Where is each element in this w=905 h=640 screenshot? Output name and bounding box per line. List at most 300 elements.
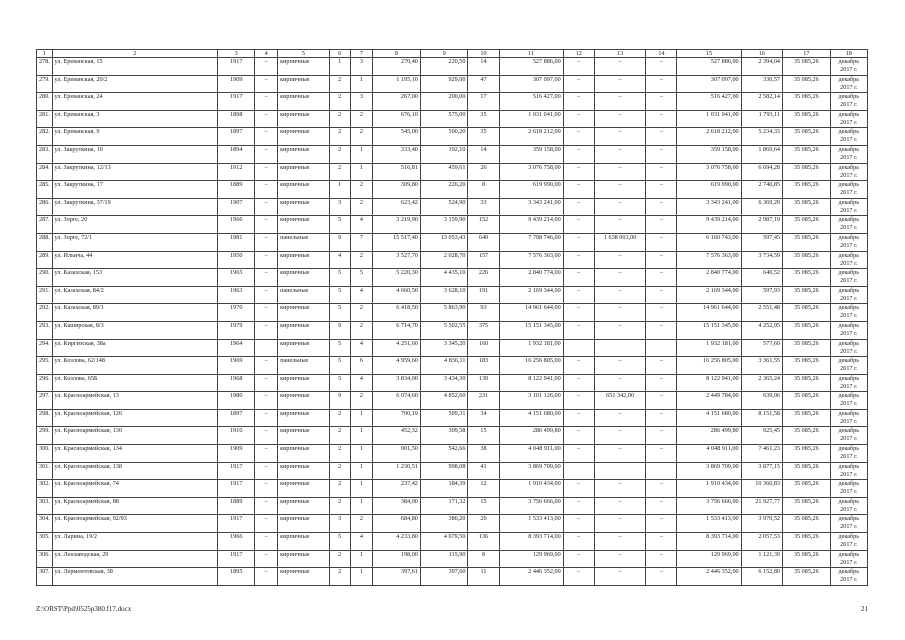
cell-year-built: 1909 <box>218 445 255 463</box>
cell-total-area: 623,42 <box>373 198 421 216</box>
cell-address: ул. Ларина, 19/2 <box>52 533 218 551</box>
cell-max-unit-cost: 35 085,26 <box>783 233 831 251</box>
cell-owner-cost: – <box>646 497 677 515</box>
cell-address: ул. Киргизская, 38а <box>52 339 218 357</box>
table-row <box>37 497 868 515</box>
cell-address: ул. Красноармейская, 134 <box>52 445 218 463</box>
cell-fund-cost: – <box>563 533 594 551</box>
cell-unit-cost: 2 582,14 <box>741 93 782 111</box>
cell-planned-completion: декабрь 2017 г. <box>830 480 867 498</box>
cell-owner-cost: – <box>646 427 677 445</box>
cell-year-built: 1917 <box>218 550 255 568</box>
column-number: 18 <box>830 50 867 58</box>
table-row <box>37 480 868 498</box>
cell-wall-material: кирпичные <box>278 515 330 533</box>
column-number: 1 <box>37 50 53 58</box>
cell-owner-cost <box>646 339 677 357</box>
cell-floors: 5 <box>329 304 350 322</box>
cell-planned-completion: декабрь 2017 г. <box>830 181 867 199</box>
cell-residents: 33 <box>468 198 499 216</box>
cell-fund-cost: – <box>563 233 594 251</box>
cell-wall-material: панельные <box>278 286 330 304</box>
cell-year-built: 1964 <box>218 339 255 357</box>
cell-residents: 160 <box>468 339 499 357</box>
cell-address: ул. Красноармейская, 74 <box>52 480 218 498</box>
cell-floors: 2 <box>329 110 350 128</box>
cell-floors: 2 <box>329 427 350 445</box>
cell-year-reconstructed: – <box>255 216 278 234</box>
cell-other-cost: 1 533 413,00 <box>677 515 741 533</box>
cell-fund-cost: – <box>563 357 594 375</box>
cell-fund-cost: – <box>563 163 594 181</box>
cell-planned-completion: декабрь 2017 г. <box>830 145 867 163</box>
cell-entrances: 2 <box>350 515 373 533</box>
cell-max-unit-cost: 35 085,26 <box>783 462 831 480</box>
table-row <box>37 568 868 586</box>
cell-planned-completion: декабрь 2017 г. <box>830 216 867 234</box>
cell-year-built: 1894 <box>218 145 255 163</box>
cell-residential-area: 4 852,60 <box>420 392 468 410</box>
cell-year-reconstructed: – <box>255 409 278 427</box>
cell-total-area: 6 418,50 <box>373 304 421 322</box>
table-row <box>37 392 868 410</box>
cell-entrances: 1 <box>350 427 373 445</box>
cell-address: ул. Каширская, 8/3 <box>52 321 218 339</box>
cell-year-built: 1917 <box>218 93 255 111</box>
cell-max-unit-cost: 35 085,26 <box>783 409 831 427</box>
cell-residents: 640 <box>468 233 499 251</box>
cell-unit-cost: 640,52 <box>741 269 782 287</box>
cell-planned-completion: декабрь 2017 г. <box>830 427 867 445</box>
cell-residential-area: 386,20 <box>420 515 468 533</box>
cell-entrances: 1 <box>350 497 373 515</box>
cell-residential-area: 4 079,50 <box>420 533 468 551</box>
cell-budget-cost: – <box>594 128 646 146</box>
cell-other-cost: 9 439 214,00 <box>677 216 741 234</box>
table-row <box>37 269 868 287</box>
cell-floors: 3 <box>329 198 350 216</box>
cell-unit-cost: 3 361,55 <box>741 357 782 375</box>
cell-budget-cost: – <box>594 515 646 533</box>
cell-owner-cost: – <box>646 233 677 251</box>
cell-row-number: 291. <box>37 286 53 304</box>
cell-planned-completion: декабрь 2017 г. <box>830 392 867 410</box>
cell-address: ул. Ереванская, 3 <box>52 110 218 128</box>
cell-year-reconstructed: – <box>255 550 278 568</box>
cell-total-cost: 307 097,00 <box>499 75 563 93</box>
cell-total-cost: 3 101 126,00 <box>499 392 563 410</box>
cell-address: ул. Ереванская, 15 <box>52 58 218 76</box>
cell-wall-material: кирпичные <box>278 128 330 146</box>
cell-address: ул. Казахская, 153 <box>52 269 218 287</box>
cell-year-reconstructed: – <box>255 304 278 322</box>
column-number: 3 <box>218 50 255 58</box>
cell-fund-cost: – <box>563 392 594 410</box>
cell-floors: 5 <box>329 533 350 551</box>
column-number: 9 <box>420 50 468 58</box>
cell-fund-cost: – <box>563 93 594 111</box>
cell-total-cost: 3 756 666,00 <box>499 497 563 515</box>
cell-owner-cost: – <box>646 251 677 269</box>
cell-max-unit-cost: 35 085,26 <box>783 392 831 410</box>
cell-owner-cost: – <box>646 286 677 304</box>
cell-owner-cost: – <box>646 357 677 375</box>
cell-other-cost: 8 393 714,00 <box>677 533 741 551</box>
cell-planned-completion: декабрь 2017 г. <box>830 515 867 533</box>
cell-total-area: 4 233,80 <box>373 533 421 551</box>
cell-residents: 93 <box>468 304 499 322</box>
cell-total-cost: 1 932 181,00 <box>499 339 563 357</box>
cell-total-cost: 8 393 714,00 <box>499 533 563 551</box>
cell-floors: 5 <box>329 216 350 234</box>
cell-row-number: 300. <box>37 445 53 463</box>
cell-total-area: 270,40 <box>373 58 421 76</box>
cell-entrances: 2 <box>350 128 373 146</box>
cell-residents: 41 <box>468 462 499 480</box>
cell-year-reconstructed: – <box>255 568 278 586</box>
cell-budget-cost: – <box>594 110 646 128</box>
column-number: 4 <box>255 50 278 58</box>
cell-owner-cost: – <box>646 181 677 199</box>
cell-floors: 2 <box>329 75 350 93</box>
column-number: 14 <box>646 50 677 58</box>
cell-other-cost: 307 097,00 <box>677 75 741 93</box>
cell-year-built: 1917 <box>218 462 255 480</box>
cell-owner-cost: – <box>646 533 677 551</box>
column-number: 11 <box>499 50 563 58</box>
cell-planned-completion: декабрь 2017 г. <box>830 75 867 93</box>
cell-wall-material: кирпичные <box>278 93 330 111</box>
cell-unit-cost: 6 694,28 <box>741 163 782 181</box>
cell-planned-completion: декабрь 2017 г. <box>830 568 867 586</box>
cell-fund-cost <box>563 339 594 357</box>
cell-row-number: 281. <box>37 110 53 128</box>
cell-other-cost: 6 160 743,00 <box>677 233 741 251</box>
cell-row-number: 299. <box>37 427 53 445</box>
cell-other-cost: 516 427,00 <box>677 93 741 111</box>
cell-floors: 1 <box>329 181 350 199</box>
cell-total-cost: 1 910 434,00 <box>499 480 563 498</box>
cell-total-cost: 359 158,00 <box>499 145 563 163</box>
cell-fund-cost: – <box>563 445 594 463</box>
column-number: 2 <box>52 50 218 58</box>
cell-other-cost: 1 031 041,00 <box>677 110 741 128</box>
cell-row-number: 296. <box>37 374 53 392</box>
cell-residential-area: 5 863,90 <box>420 304 468 322</box>
cell-max-unit-cost: 35 085,26 <box>783 93 831 111</box>
cell-wall-material: кирпичные <box>278 392 330 410</box>
table-row <box>37 304 868 322</box>
cell-fund-cost: – <box>563 515 594 533</box>
cell-budget-cost: – <box>594 251 646 269</box>
cell-budget-cost: – <box>594 286 646 304</box>
cell-owner-cost: – <box>646 75 677 93</box>
table-row <box>37 445 868 463</box>
cell-unit-cost: 7 461,23 <box>741 445 782 463</box>
cell-floors: 2 <box>329 568 350 586</box>
cell-planned-completion: декабрь 2017 г. <box>830 110 867 128</box>
cell-total-cost: 2 446 352,00 <box>499 568 563 586</box>
cell-planned-completion: декабрь 2017 г. <box>830 533 867 551</box>
table-row <box>37 145 868 163</box>
cell-owner-cost: – <box>646 304 677 322</box>
cell-residents: 226 <box>468 269 499 287</box>
cell-owner-cost: – <box>646 374 677 392</box>
cell-owner-cost: – <box>646 93 677 111</box>
cell-floors: 3 <box>329 515 350 533</box>
cell-floors: 5 <box>329 269 350 287</box>
cell-floors: 5 <box>329 286 350 304</box>
cell-year-reconstructed: – <box>255 462 278 480</box>
cell-total-area: 4 660,50 <box>373 286 421 304</box>
cell-year-built: 1950 <box>218 251 255 269</box>
cell-year-built: 1965 <box>218 269 255 287</box>
cell-other-cost: 2 840 774,00 <box>677 269 741 287</box>
cell-wall-material: кирпичные <box>278 75 330 93</box>
cell-total-area: 3 527,70 <box>373 251 421 269</box>
cell-total-cost: 129 969,00 <box>499 550 563 568</box>
cell-max-unit-cost: 35 085,26 <box>783 286 831 304</box>
cell-entrances: 1 <box>350 480 373 498</box>
cell-owner-cost: – <box>646 480 677 498</box>
cell-budget-cost: – <box>594 93 646 111</box>
cell-fund-cost: – <box>563 269 594 287</box>
cell-wall-material: кирпичные <box>278 339 330 357</box>
cell-floors: 2 <box>329 480 350 498</box>
cell-residents: 231 <box>468 392 499 410</box>
cell-entrances: 2 <box>350 181 373 199</box>
cell-unit-cost: 2 057,53 <box>741 533 782 551</box>
cell-planned-completion: декабрь 2017 г. <box>830 233 867 251</box>
cell-wall-material: кирпичные <box>278 445 330 463</box>
cell-residents: 152 <box>468 216 499 234</box>
cell-owner-cost: – <box>646 321 677 339</box>
cell-year-reconstructed <box>255 339 278 357</box>
cell-residents: 14 <box>468 145 499 163</box>
cell-address: ул. Ильича, 44 <box>52 251 218 269</box>
cell-residential-area: 524,90 <box>420 198 468 216</box>
cell-year-reconstructed: – <box>255 515 278 533</box>
cell-entrances: 1 <box>350 145 373 163</box>
cell-address: ул. Закруткина, 10 <box>52 145 218 163</box>
cell-entrances: 4 <box>350 339 373 357</box>
cell-year-built: 1898 <box>218 110 255 128</box>
cell-owner-cost: – <box>646 269 677 287</box>
cell-planned-completion: декабрь 2017 г. <box>830 286 867 304</box>
cell-unit-cost: 10 360,83 <box>741 480 782 498</box>
cell-residents: 139 <box>468 374 499 392</box>
cell-fund-cost: – <box>563 427 594 445</box>
cell-fund-cost: – <box>563 568 594 586</box>
cell-floors: 2 <box>329 145 350 163</box>
cell-residential-area: 2 028,70 <box>420 251 468 269</box>
cell-year-reconstructed: – <box>255 445 278 463</box>
cell-fund-cost: – <box>563 58 594 76</box>
cell-budget-cost: – <box>594 427 646 445</box>
cell-total-area: 6 074,60 <box>373 392 421 410</box>
cell-total-cost: 15 151 345,00 <box>499 321 563 339</box>
cell-total-area: 452,32 <box>373 427 421 445</box>
cell-other-cost: 2 446 352,00 <box>677 568 741 586</box>
cell-address: ул. Ереванская, 24 <box>52 93 218 111</box>
cell-residential-area: 998,08 <box>420 462 468 480</box>
cell-budget-cost: – <box>594 568 646 586</box>
cell-residents: 136 <box>468 533 499 551</box>
cell-unit-cost: 2 394,04 <box>741 58 782 76</box>
cell-residential-area: 226,20 <box>420 181 468 199</box>
cell-total-area: 684,80 <box>373 515 421 533</box>
cell-wall-material: кирпичные <box>278 181 330 199</box>
cell-entrances: 1 <box>350 568 373 586</box>
cell-address: ул. Ереванская, 20/2 <box>52 75 218 93</box>
cell-total-cost: 8 122 941,00 <box>499 374 563 392</box>
cell-total-cost: 14 961 644,00 <box>499 304 563 322</box>
column-number: 13 <box>594 50 646 58</box>
cell-year-built: 1917 <box>218 480 255 498</box>
cell-year-built: 1895 <box>218 568 255 586</box>
cell-year-built: 1970 <box>218 304 255 322</box>
cell-wall-material: кирпичные <box>278 374 330 392</box>
cell-row-number: 282. <box>37 128 53 146</box>
cell-residents: 35 <box>468 110 499 128</box>
cell-total-cost: 7 576 363,00 <box>499 251 563 269</box>
cell-fund-cost: – <box>563 550 594 568</box>
cell-other-cost: 3 869 709,00 <box>677 462 741 480</box>
cell-planned-completion: декабрь 2017 г. <box>830 321 867 339</box>
cell-unit-cost: 925,45 <box>741 427 782 445</box>
cell-fund-cost: – <box>563 497 594 515</box>
cell-max-unit-cost: 35 085,26 <box>783 550 831 568</box>
cell-other-cost: 8 122 941,00 <box>677 374 741 392</box>
cell-owner-cost: – <box>646 409 677 427</box>
cell-year-reconstructed: – <box>255 145 278 163</box>
cell-year-reconstructed: – <box>255 75 278 93</box>
table-row <box>37 339 868 357</box>
cell-wall-material: кирпичные <box>278 216 330 234</box>
cell-fund-cost: – <box>563 198 594 216</box>
cell-year-built: 1979 <box>218 321 255 339</box>
cell-row-number: 278. <box>37 58 53 76</box>
cell-year-built: 1969 <box>218 357 255 375</box>
cell-residential-area: 200,00 <box>420 93 468 111</box>
cell-budget-cost: – <box>594 533 646 551</box>
column-number: 17 <box>783 50 831 58</box>
cell-floors: 1 <box>329 58 350 76</box>
cell-fund-cost <box>563 462 594 480</box>
cell-total-cost: 3 343 241,00 <box>499 198 563 216</box>
cell-address: ул. Козлова, 65Б <box>52 374 218 392</box>
cell-wall-material: кирпичные <box>278 145 330 163</box>
cell-other-cost: 1 932 181,00 <box>677 339 741 357</box>
cell-fund-cost: – <box>563 75 594 93</box>
cell-residential-area: 575,00 <box>420 110 468 128</box>
cell-year-reconstructed: – <box>255 533 278 551</box>
cell-budget-cost: – <box>594 75 646 93</box>
column-number-row <box>37 50 868 58</box>
cell-budget-cost: – <box>594 409 646 427</box>
cell-budget-cost: – <box>594 198 646 216</box>
cell-planned-completion: декабрь 2017 г. <box>830 93 867 111</box>
cell-other-cost: 2 618 212,00 <box>677 128 741 146</box>
cell-total-cost: 2 169 344,00 <box>499 286 563 304</box>
cell-max-unit-cost: 35 085,26 <box>783 321 831 339</box>
cell-unit-cost: 577,60 <box>741 339 782 357</box>
cell-unit-cost: 2 365,24 <box>741 374 782 392</box>
cell-unit-cost: 330,57 <box>741 75 782 93</box>
cell-wall-material: кирпичные <box>278 269 330 287</box>
cell-year-built: 1966 <box>218 216 255 234</box>
cell-max-unit-cost: 35 085,26 <box>783 163 831 181</box>
cell-owner-cost: – <box>646 445 677 463</box>
cell-other-cost: 15 151 345,00 <box>677 321 741 339</box>
table-row <box>37 357 868 375</box>
cell-unit-cost: 4 252,95 <box>741 321 782 339</box>
cell-floors: 9 <box>329 233 350 251</box>
cell-year-built: 1889 <box>218 181 255 199</box>
cell-residential-area: 542,66 <box>420 445 468 463</box>
housing-repair-table <box>36 49 868 586</box>
cell-unit-cost: 1 869,64 <box>741 145 782 163</box>
cell-floors: 2 <box>329 445 350 463</box>
cell-total-area: 4 959,60 <box>373 357 421 375</box>
cell-wall-material: кирпичные <box>278 427 330 445</box>
cell-floors: 2 <box>329 163 350 181</box>
cell-budget-cost: – <box>594 550 646 568</box>
cell-planned-completion: декабрь 2017 г. <box>830 269 867 287</box>
table-row <box>37 128 868 146</box>
cell-year-reconstructed: – <box>255 286 278 304</box>
cell-owner-cost <box>646 462 677 480</box>
cell-max-unit-cost: 35 085,26 <box>783 181 831 199</box>
cell-year-reconstructed: – <box>255 357 278 375</box>
cell-residential-area: 192,10 <box>420 145 468 163</box>
column-number: 7 <box>350 50 373 58</box>
cell-total-area: 1 230,51 <box>373 462 421 480</box>
cell-residential-area: 115,90 <box>420 550 468 568</box>
cell-wall-material: кирпичные <box>278 110 330 128</box>
cell-residents: 14 <box>468 58 499 76</box>
column-number: 8 <box>373 50 421 58</box>
cell-entrances: 3 <box>350 93 373 111</box>
cell-wall-material: кирпичные <box>278 304 330 322</box>
cell-address: ул. Красноармейская, 92/93 <box>52 515 218 533</box>
cell-budget-cost: – <box>594 58 646 76</box>
cell-residential-area: 184,39 <box>420 480 468 498</box>
cell-entrances: 6 <box>350 357 373 375</box>
cell-year-built: 1897 <box>218 128 255 146</box>
cell-address: ул. Красноармейская, 13 <box>52 392 218 410</box>
cell-unit-cost: 2 551,48 <box>741 304 782 322</box>
cell-other-cost: 14 961 644,00 <box>677 304 741 322</box>
cell-unit-cost: 5 234,33 <box>741 128 782 146</box>
cell-max-unit-cost: 35 085,26 <box>783 445 831 463</box>
cell-entrances: 2 <box>350 392 373 410</box>
cell-unit-cost: 8 151,58 <box>741 409 782 427</box>
cell-budget-cost: – <box>594 497 646 515</box>
cell-residents: 47 <box>468 75 499 93</box>
cell-residential-area: 13 053,43 <box>420 233 468 251</box>
cell-total-area: 3 834,00 <box>373 374 421 392</box>
cell-other-cost: 3 076 758,00 <box>677 163 741 181</box>
cell-residential-area: 4 836,11 <box>420 357 468 375</box>
cell-row-number: 280. <box>37 93 53 111</box>
cell-budget-cost: – <box>594 445 646 463</box>
cell-total-area: 309,80 <box>373 181 421 199</box>
cell-entrances: 2 <box>350 304 373 322</box>
cell-residential-area: 4 435,10 <box>420 269 468 287</box>
cell-max-unit-cost: 35 085,26 <box>783 374 831 392</box>
page-number: 21 <box>861 605 868 613</box>
